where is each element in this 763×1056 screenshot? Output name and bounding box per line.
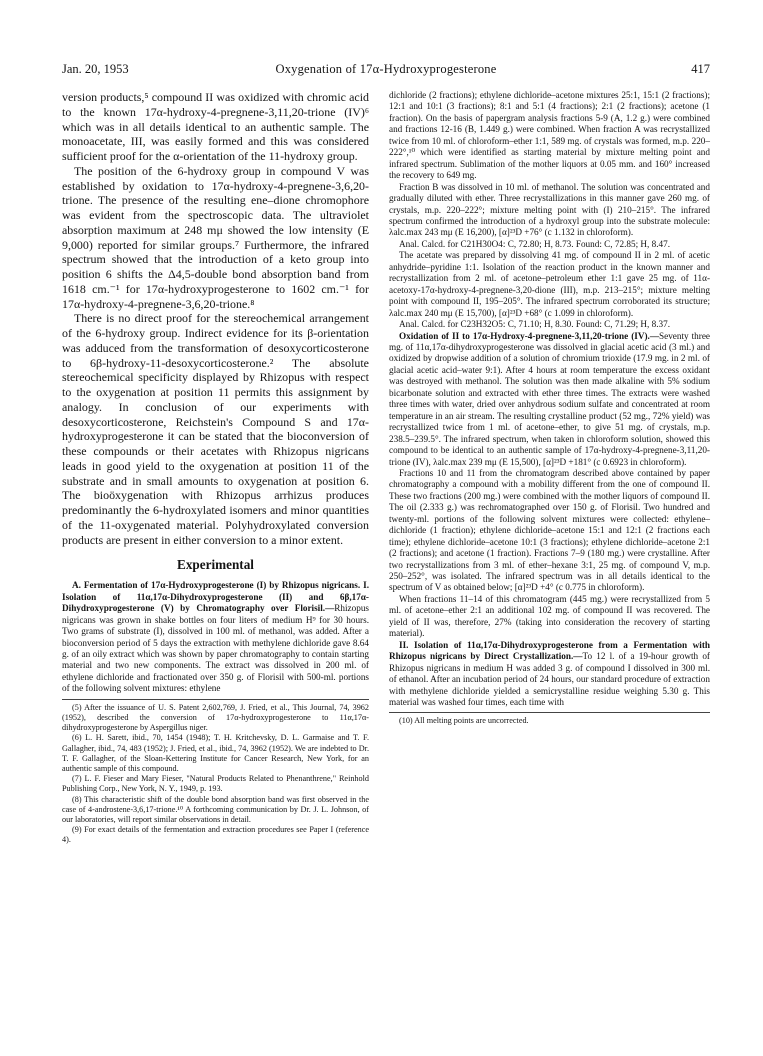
analysis-line: Anal. Calcd. for C21H30O4: C, 72.80; H, 8.73. Found: C, 72.85; H, 8.47. [399,238,671,249]
oxidation-subheading: Oxidation of II to 17α-Hydroxy-4-pregnene-3,11,20-trione (IV).— [399,330,660,341]
body-paragraph: version products,⁵ compound II was oxidized with chromic acid to the known 17α-hydroxy-4-pregnene-3,11,20-trione (IV)⁶ which was in all details identical to an authentic sample. The monoacetate, III, was easily formed and this was considered sufficient proof for the α-orientation of the 11-hydroxy group. [62,90,369,163]
analysis-line: Anal. Calcd. for C23H32O5: C, 71.10; H, 8.30. Found: C, 71.29; H, 8.37. [399,319,671,330]
header-page-number: 417 [691,62,710,76]
section-heading-experimental: Experimental [177,557,254,573]
right-column [389,90,710,727]
experimental-text: Rhizopus nigricans was grown in shake bottles on four liters of medium H⁹ for 30 hours. Two grams of substrate (I), dissolved in 100 ml. of methanol, was added. After a bioconversion period of 5 days the extraction with methylene dichloride gave 8.64 g. of an oily extract which was shown by paper chromatography to contain starting material and two new components. The extract was dissolved in 200 ml. of ethylene dichloride and fractionated over 350 g. of Florisil with 500-ml. portions of the following solvent mixtures: ethylene [62,603,369,694]
footnote-divider [389,712,710,713]
body-paragraph: There is no direct proof for the stereochemical arrangement of the 6-hydroxy group. Indirect evidence for its β-orientation was adduced from the transformation of desoxycorticosterone to 6β-hydroxy-11-desoxycorticosterone.² The absolute stereochemical specificity displayed by Rhizopus with respect to the oxygenation at position 11 permits this assignment by analogy. In conclusion of our experiments with desoxycorticosterone, Reichstein's Compound S and 17α-hydroxyprogesterone it can be stated that the bioconversion of these compounds or their acetates with Rhizopus nigricans leads in good yield to the oxygenation at position 11 of the substrate and in small amounts to oxygenation at position 6. The bioöxygenation with Rhizopus arrhizus produces predominantly the 6-hydroxylated isomers and minor quantities of the 11-oxygenated material. Polyhydroxylated conversion products are present in either conversion to a minor extent. [62,311,369,547]
footnote: (5) After the issuance of U. S. Patent 2,602,769, J. Fried, et al., This Journal, 74, 3962 (1952), described the conversion of 17α-hydroxyprogesterone to 11α,17α-dihydroxyprogesterone by Aspergillus niger. [62,702,369,733]
oxidation-paragraph [389,331,710,468]
header-title: Oxygenation of 17α-Hydroxyprogesterone [275,62,497,76]
page-header [62,62,710,78]
footnote: (8) This characteristic shift of the double bond absorption band was first observed in the case of 4-androstene-3,6,17-trione.¹⁰ A forthcoming communication by Dr. J. L. Johnson, of our laboratories, will report similar observations in detail. [62,794,369,825]
oxidation-text: Seventy three mg. of 11α,17α-dihydroxyprogesterone was dissolved in glacial acetic acid (3 ml.) and oxidized by dropwise addition of a solution of chromium trioxide (17.9 mg. in 2 ml. of glacial acetic acid–water 9:1). After 4 hours at room temperature the excess oxidant was destroyed with methanol. The solution was then made alkaline with 5% sodium bicarbonate solution and extracted with ether three times. The extracts were washed three times with water, dried over anhydrous sodium sulfate and concentrated at room temperature in an air stream. The resulting crystalline product (52 mg., 72% yield) was recrystallized twice from 1 ml. of acetone–ether, to give 51 mg. of crystals, m.p. 238.5–239.5°. The infrared spectrum, when taken in chloroform solution, showed this compound to be identical to an authentic sample of 17α-hydroxy-4-pregnene-3,11,20-trione (IV), λalc.max 239 mμ (E 15,500), [α]²³D +181° (c 0.6923 in chloroform). [389,330,710,467]
experimental-paragraph: dichloride (2 fractions); ethylene dichloride–acetone mixtures 25:1, 15:1 (2 fractions); 12:1 and 10:1 (3 fractions); 8:1 and 5:1 (4 fractions); 2:1 (2 fractions); acetone (1 fraction). On the basis of papergram analysis fractions 5-9 (A, 1.2 g.) were combined and fractions 12-16 (B, 1.449 g.) were combined. When fraction A was recrystallized twice from 10 ml. of chloroform–ether 1:1, 589 mg. of crystals was formed, m.p. 220–222°,¹⁰ which were identified as starting material by mixture melting point and infrared spectrum. Sublimation of the mother liquors at 0.05 mm. and 160° increased the recovery to 649 mg. [389,90,710,181]
footnote: (7) L. F. Fieser and Mary Fieser, "Natural Products Related to Phenanthrene," Reinhold Publishing Corp., New York, N. Y., 1949, p. 193. [62,774,369,794]
experimental-paragraph: When fractions 11–14 of this chromatogram (445 mg.) were recrystallized from 5 ml. of acetone–ether 2:1 an additional 102 mg. of compound II was recovered. The yield of II was, therefore, 27% (taking into consideration the recovery of starting material). [389,593,710,639]
footnote: (9) For exact details of the fermentation and extraction procedures see Paper I (reference 4). [62,825,369,845]
isolation-subheading: II. Isolation of 11α,17α-Dihydroxyprogesterone from a Fermentation with Rhizopus nigricans by Direct Crystallization.— [389,639,710,662]
footnote-divider [62,699,369,700]
body-paragraph: The position of the 6-hydroxy group in compound V was established by oxidation to 17α-hydroxy-4-pregnene-3,6,20-trione. The presence of the resulting ene–dione chromophore was evident from the spectroscopic data. The ultraviolet absorption maximum at 248 mμ showed the low intensity (E 9,000) reported for similar groups.⁷ Furthermore, the infrared spectrum showed that the introduction of a keto group into position 6 shifts the Δ4,5-double bond absorption band from 1618 cm.⁻¹ for 17α-hydroxyprogesterone to 1602 cm.⁻¹ for 17α-hydroxy-4-pregnene-3,6,20-trione.⁸ [62,163,369,311]
experimental-paragraph: The acetate was prepared by dissolving 41 mg. of compound II in 2 ml. of acetic anhydride–pyridine 1:1. Isolation of the reaction product in the known manner and recrystallization from 2 ml. of acetone–petroleum ether 1:1 gave 25 mg. of 11α-acetoxy-17α-hydroxy-4-pregnene-3,20-dione (III), m.p. 213–215°; mixture melting point with compound II, 195–205°. The infrared spectrum corroborated its structure; λalc.max 240 mμ (E 15,700), [α]²³D +68° (c 1.099 in chloroform). [389,250,710,318]
footnote: (10) All melting points are uncorrected. [399,716,529,726]
experimental-subheading: A. Fermentation of 17α-Hydroxyprogesterone (I) by Rhizopus nigricans. I. Isolation of 11α,17α-Dihydroxyprogesterone (II) and 6β,17α-Dihydroxyprogesterone (V) by Chromatography over Florisil.— [62,580,369,614]
experimental-paragraph: Fractions 10 and 11 from the chromatogram described above contained by paper chromatography a compound with a mobility different from the one of compound II. These two fractions (200 mg.) were combined with the mother liquors of compound II. The oil (2.333 g.) was rechromatographed over 150 g. of Florisil. Two hundred and twenty-ml. portions of the following solvent mixtures were collected: ethylene–dichloride (1 fraction); ethylene dichloride–acetone 15:1 and 12:1 (2 fractions each time); ethylene dichloride–acetone 10:1 (3 fractions); ethylene dichloride–acetone 2:1 (2 fractions); and acetone (1 fraction). Fractions 7–9 (180 mg.) were crystalline. After two recrystallizations from 3 ml. of ether–hexane 3:1, 25 mg. of compound V, m.p. 250–252°, was isolated. The infrared spectrum was in all details identical to the spectrum of V as obtained below; [α]²³D +4° (c 0.775 in chloroform). [389,467,710,593]
experimental-paragraph [62,580,369,695]
experimental-paragraph: Fraction B was dissolved in 10 ml. of methanol. The solution was concentrated and gradually diluted with ether. Three recrystallizations in this manner gave 260 mg. of crystals, m.p. 220–222°; mixture melting point with (I) 210–215°. The infrared spectrum confirmed the introduction of a hydroxyl group into the substrate molecule: λalc.max 243 mμ (E 16,200), [α]²³D +76° (c 1.132 in chloroform). [389,181,710,238]
isolation-paragraph [389,640,710,709]
isolation-text: To 12 l. of a 19-hour growth of Rhizopus nigricans in medium H was added 3 g. of compound I dissolved in 300 ml. of ethanol. After an incubation period of 24 hours, our standard procedure of extraction with methylene dichloride yielded a semicrystalline residue weighing 5.30 g. This material was washed four times, each time with [389,651,710,708]
header-date: Jan. 20, 1953 [62,62,129,76]
left-column [62,90,369,846]
footnote: (6) L. H. Sarett, ibid., 70, 1454 (1948); T. H. Kritchevsky, D. L. Garmaise and T. F. Gallagher, ibid., 74, 483 (1952); J. Fried, et al., ibid., 74, 3962 (1952). We are indebted to Dr. T. F. Gallagher, of the Sloan-Kettering Institute for Cancer Research, New York, for an authentic sample of this compound. [62,733,369,773]
